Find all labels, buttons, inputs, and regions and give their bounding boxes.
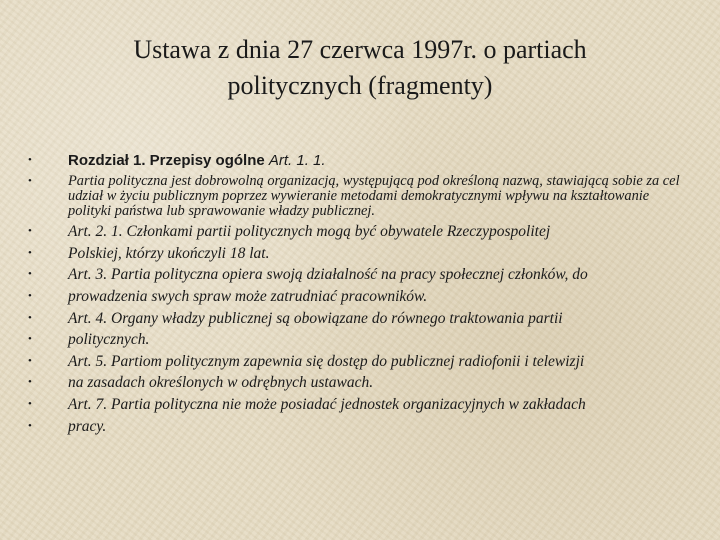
list-item-text: Partia polityczna jest dobrowolną organizacją, występującą pod określoną nazwą, stawiającą sobie za cel udział w życiu publicznym poprzez wywieranie metodami demokratycznymi wpływu na kształtowanie polityki państwa lub sprawowanie władzy publicznej. [68,172,680,219]
list-item-text: Art. 7. Partia polityczna nie może posiadać jednostek organizacyjnych w zakładach [68,395,586,413]
list-item [28,329,688,351]
bullet-icon: • [28,397,32,410]
chapter-heading: Rozdział 1. Przepisy ogólne [68,152,269,169]
law-excerpt-list [28,150,688,437]
bullet-icon: • [28,154,32,166]
bullet-icon: • [28,174,32,187]
list-item [28,351,688,373]
slide-title-line-1: Ustawa z dnia 27 czerwca 1997r. o partiach [133,35,587,64]
bullet-icon: • [28,333,32,346]
list-item [28,308,688,330]
bullet-icon: • [28,268,32,281]
list-item [28,221,688,243]
list-item [28,243,688,265]
list-item-text: Art. 3. Partia polityczna opiera swoją działalność na pracy społecznej członków, do [68,266,588,284]
list-item-text: na zasadach określonych w odrębnych ustawach. [68,374,374,392]
list-item-text: prowadzenia swych spraw może zatrudniać pracowników. [68,287,428,305]
bullet-icon: • [28,419,32,432]
list-item-text: Art. 2. 1. Członkami partii politycznych mogą być obywatele Rzeczypospolitej [68,223,551,241]
list-item-chapter [28,150,688,173]
list-item [28,264,688,286]
bullet-icon: • [28,246,32,259]
list-item-text: Art. 4. Organy władzy publicznej są obowiązane do równego traktowania partii [68,309,563,327]
chapter-article-ref: Art. 1. 1. [268,152,326,169]
list-item [28,286,688,308]
slide-title [60,32,660,104]
bullet-icon: • [28,376,32,389]
list-item-text: Art. 5. Partiom politycznym zapewnia się dostęp do publicznej radiofonii i telewizji [68,352,585,370]
list-item [28,174,688,220]
list-item [28,372,688,394]
slide-title-line-2: politycznych (fragmenty) [227,71,493,100]
bullet-icon: • [28,289,32,302]
list-item-text: Polskiej, którzy ukończyli 18 lat. [68,244,270,262]
bullet-icon: • [28,354,32,367]
list-item [28,394,688,416]
bullet-icon: • [28,311,32,324]
list-item-text: pracy. [68,417,107,435]
bullet-icon: • [28,225,32,238]
list-item [28,416,688,438]
list-item-text: politycznych. [68,331,150,349]
